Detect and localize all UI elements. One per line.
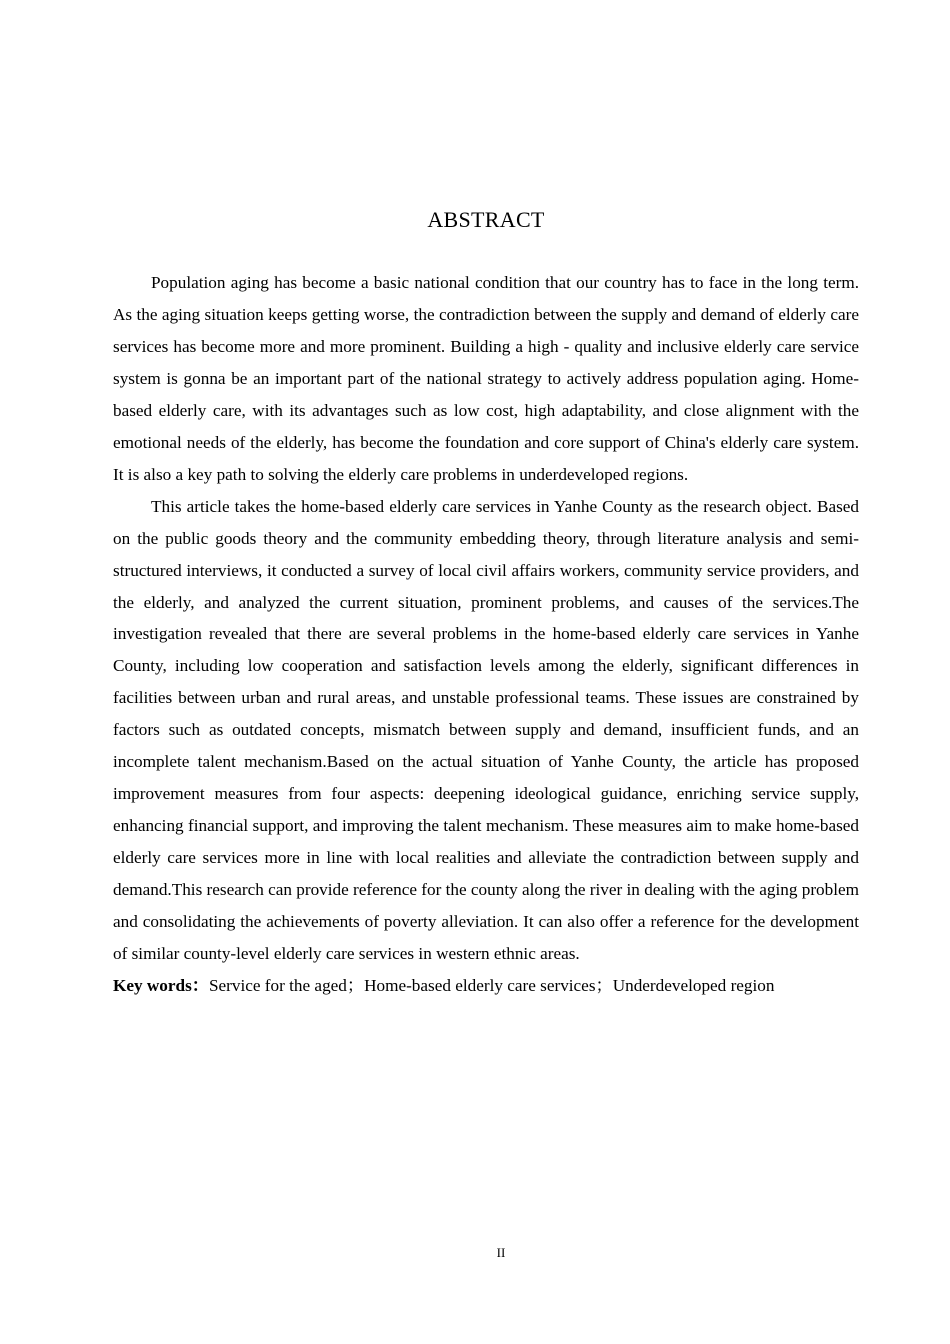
abstract-paragraph-2: This article takes the home-based elderly care services in Yanhe County as the research object. Based on the public goods theory and the community embedding theory, through literature analysis and semi-structured interviews, it conducted a survey of local civil affairs workers, community service providers, and the elderly, and analyzed the current situation, prominent problems, and causes of the services.The investigation revealed that there are several problems in the home-based elderly care services in Yanhe County, including low cooperation and satisfaction levels among the elderly, significant differences in facilities between urban and rural areas, and unstable professional teams. These issues are constrained by factors such as outdated concepts, mismatch between supply and demand, insufficient funds, and an incomplete talent mechanism.Based on the actual situation of Yanhe County, the article has proposed improvement measures from four aspects: deepening ideological guidance, enriching service supply, enhancing financial support, and improving the talent mechanism. These measures aim to make home-based elderly care services more in line with local realities and alleviate the contradiction between supply and demand.This research can provide reference for the county along the river in dealing with the aging problem and consolidating the achievements of poverty alleviation. It can also offer a reference for the development of similar county-level elderly care services in western ethnic areas. xyxy=(113,496,859,964)
abstract-title: ABSTRACT xyxy=(427,207,545,232)
abstract-body xyxy=(113,267,859,1002)
keywords-text: Service for the aged；Home-based elderly care services；Underdeveloped region xyxy=(208,975,775,995)
abstract-paragraph-1: Population aging has become a basic national condition that our country has to face in the long term. As the aging situation keeps getting worse, the contradiction between the supply and demand of elderly care services has become more and more prominent. Building a high - quality and inclusive elderly care service system is gonna be an important part of the national strategy to actively address population aging. Home-based elderly care, with its advantages such as low cost, high adaptability, and close alignment with the emotional needs of the elderly, has become the foundation and core support of China's elderly care system. It is also a key path to solving the elderly care problems in underdeveloped regions. xyxy=(113,273,859,484)
keywords-label: Key words： xyxy=(113,975,209,995)
page-number: II xyxy=(496,1245,506,1260)
keywords-line xyxy=(113,970,859,1002)
